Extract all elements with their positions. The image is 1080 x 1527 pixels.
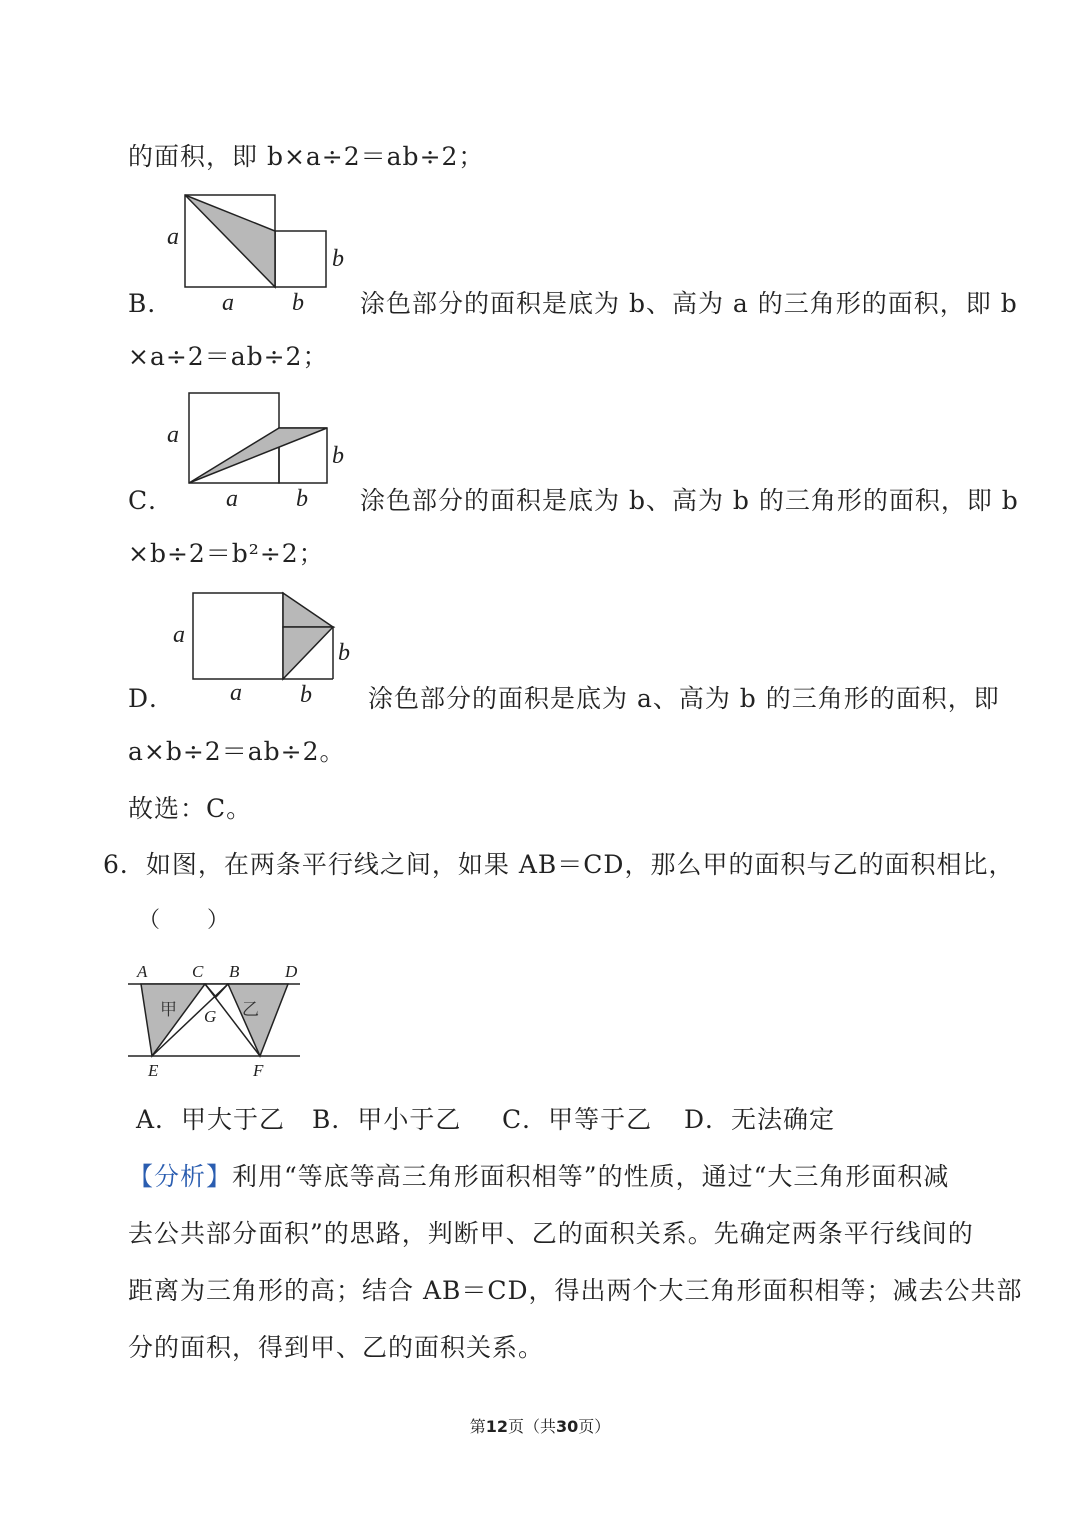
option-c: C．甲等于乙 [502, 1105, 653, 1134]
point-F: F [253, 1061, 264, 1080]
question-6-stem: 6．如图，在两条平行线之间，如果 AB＝CD，那么甲的面积与乙的面积相比， [103, 850, 1015, 879]
triangle-jia [141, 984, 205, 1056]
label-jia: 甲 [160, 1000, 177, 1020]
label-a-side: a [167, 224, 179, 250]
figure-parallel-lines [120, 955, 310, 1085]
footer-suffix: 页） [578, 1417, 611, 1436]
analysis-line-1 [128, 1160, 949, 1194]
label-b-bottom: b [300, 682, 312, 708]
shaded-triangle [185, 195, 275, 287]
analysis-line-3: 距离为三角形的高；结合 AB＝CD，得出两个大三角形面积相等；减去公共部 [128, 1276, 1023, 1305]
answer-choice: 故选：C。 [128, 794, 253, 823]
option-c-text-cont: ×b÷2＝b²÷2； [128, 539, 325, 568]
analysis-line-2: 去公共部分面积”的思路，判断甲、乙的面积关系。先确定两条平行线间的 [128, 1219, 974, 1248]
option-b-text: 涂色部分的面积是底为 b、高为 a 的三角形的面积，即 b [360, 289, 1018, 318]
footer-total-pages: 30 [556, 1417, 579, 1436]
label-b-side: b [332, 246, 344, 272]
option-b-text-cont: ×a÷2＝ab÷2； [128, 342, 329, 371]
label-b-side: b [332, 443, 344, 469]
footer-prefix: 第 [469, 1417, 486, 1436]
analysis-line-4: 分的面积，得到甲、乙的面积关系。 [128, 1333, 545, 1362]
label-a-side: a [167, 422, 179, 448]
shaded-triangle [189, 428, 327, 483]
analysis-tag: 【分析】 [128, 1162, 233, 1191]
option-b-label: B． [128, 289, 174, 318]
footer-page-number: 12 [485, 1417, 508, 1436]
label-b-bottom: b [292, 290, 304, 316]
label-yi: 乙 [242, 1000, 259, 1020]
point-C: C [192, 962, 204, 981]
footer-mid: 页（共 [507, 1417, 556, 1436]
solution-line-a-end: 的面积，即 b×a÷2＝ab÷2； [128, 142, 485, 171]
label-b-side: b [338, 640, 350, 666]
label-a-bottom: a [226, 486, 238, 512]
figure-option-b [160, 190, 360, 320]
figure-option-c [160, 388, 360, 518]
point-E: E [148, 1061, 159, 1080]
option-c-text: 涂色部分的面积是底为 b、高为 b 的三角形的面积，即 b [360, 486, 1019, 515]
point-G: G [204, 1007, 217, 1026]
triangle-yi [228, 984, 288, 1056]
option-d: D．无法确定 [684, 1105, 836, 1134]
label-a-bottom: a [222, 290, 234, 316]
option-b: B．甲小于乙 [312, 1105, 462, 1134]
option-c-label: C． [128, 486, 175, 515]
label-b-bottom: b [296, 486, 308, 512]
label-a-bottom: a [230, 680, 242, 706]
point-D: D [285, 962, 298, 981]
option-d-label: D． [128, 684, 176, 713]
analysis-text-1: 利用“等底等高三角形面积相等”的性质，通过“大三角形面积减 [232, 1162, 950, 1191]
option-a: A．甲大于乙 [136, 1105, 286, 1134]
point-B: B [229, 962, 240, 981]
page-footer [0, 1414, 1080, 1437]
shaded-triangle [283, 627, 333, 679]
option-d-text: 涂色部分的面积是底为 a、高为 b 的三角形的面积，即 [368, 684, 1000, 713]
option-d-text-cont: a×b÷2＝ab÷2。 [128, 737, 346, 766]
point-A: A [137, 962, 148, 981]
label-a-side: a [173, 622, 185, 648]
figure-option-d [160, 586, 370, 716]
question-6-blank: （ ） [138, 908, 231, 933]
